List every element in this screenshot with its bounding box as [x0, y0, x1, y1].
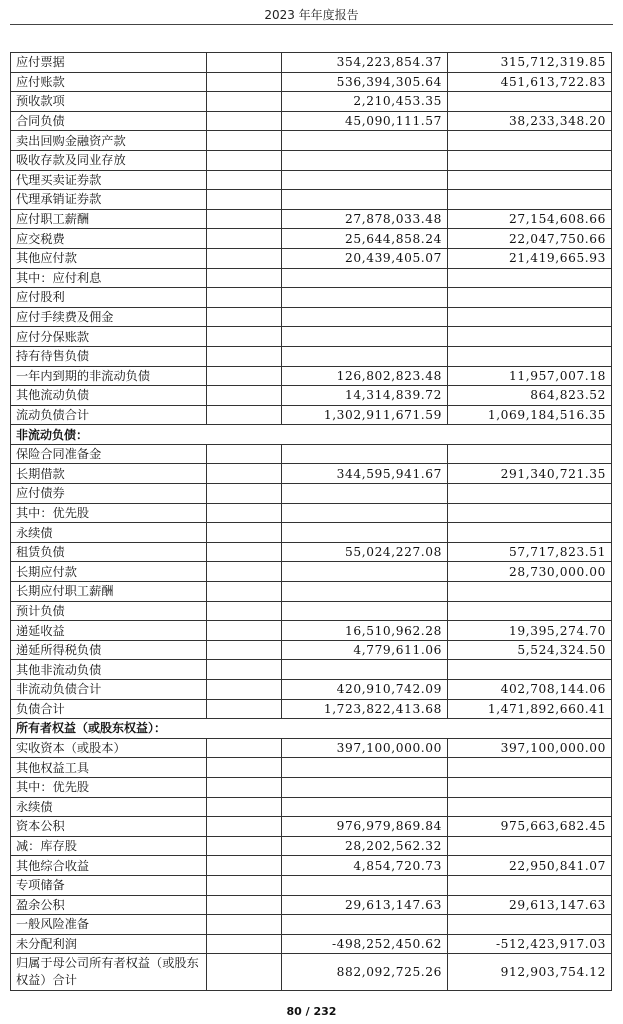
prior-period-value: -512,423,917.03 — [448, 934, 612, 954]
table-row — [11, 53, 612, 73]
prior-period-value: 38,233,348.20 — [448, 111, 612, 131]
note-cell — [207, 72, 282, 92]
table-row — [11, 758, 612, 778]
row-label: 其他非流动负债 — [11, 660, 207, 680]
note-cell — [207, 836, 282, 856]
current-period-value: -498,252,450.62 — [282, 934, 448, 954]
prior-period-value — [448, 777, 612, 797]
section-heading: 所有者权益（或股东权益）： — [11, 719, 612, 739]
note-cell — [207, 346, 282, 366]
row-label: 归属于母公司所有者权益（或股东权益）合计 — [11, 954, 207, 991]
current-period-value — [282, 288, 448, 308]
note-cell — [207, 523, 282, 543]
current-period-value: 4,854,720.73 — [282, 856, 448, 876]
row-label: 其他权益工具 — [11, 758, 207, 778]
row-label: 减：库存股 — [11, 836, 207, 856]
prior-period-value — [448, 327, 612, 347]
current-period-value: 4,779,611.06 — [282, 640, 448, 660]
note-cell — [207, 934, 282, 954]
row-label: 应交税费 — [11, 229, 207, 249]
current-period-value — [282, 444, 448, 464]
prior-period-value: 21,419,665.93 — [448, 248, 612, 268]
table-row — [11, 875, 612, 895]
prior-period-value — [448, 444, 612, 464]
row-label: 代理买卖证券款 — [11, 170, 207, 190]
note-cell — [207, 131, 282, 151]
prior-period-value: 397,100,000.00 — [448, 738, 612, 758]
current-period-value — [282, 503, 448, 523]
current-period-value: 976,979,869.84 — [282, 817, 448, 837]
note-cell — [207, 444, 282, 464]
note-cell — [207, 895, 282, 915]
note-cell — [207, 680, 282, 700]
note-cell — [207, 307, 282, 327]
row-label: 预收款项 — [11, 92, 207, 112]
note-cell — [207, 405, 282, 425]
table-row — [11, 777, 612, 797]
row-label: 一般风险准备 — [11, 915, 207, 935]
table-row — [11, 915, 612, 935]
row-label: 专项储备 — [11, 875, 207, 895]
note-cell — [207, 640, 282, 660]
note-cell — [207, 209, 282, 229]
note-cell — [207, 621, 282, 641]
row-label: 长期借款 — [11, 464, 207, 484]
current-period-value — [282, 346, 448, 366]
note-cell — [207, 582, 282, 602]
table-row — [11, 856, 612, 876]
prior-period-value: 912,903,754.12 — [448, 954, 612, 991]
row-label: 永续债 — [11, 797, 207, 817]
table-row — [11, 895, 612, 915]
row-label: 应付股利 — [11, 288, 207, 308]
row-label: 应付账款 — [11, 72, 207, 92]
note-cell — [207, 503, 282, 523]
note-cell — [207, 601, 282, 621]
note-cell — [207, 484, 282, 504]
current-period-value: 126,802,823.48 — [282, 366, 448, 386]
note-cell — [207, 386, 282, 406]
row-label: 一年内到期的非流动负债 — [11, 366, 207, 386]
section-heading: 非流动负债： — [11, 425, 612, 445]
current-period-value — [282, 915, 448, 935]
current-period-value: 1,723,822,413.68 — [282, 699, 448, 719]
prior-period-value — [448, 601, 612, 621]
table-row — [11, 680, 612, 700]
row-label: 非流动负债合计 — [11, 680, 207, 700]
table-row — [11, 288, 612, 308]
prior-period-value: 402,708,144.06 — [448, 680, 612, 700]
table-row — [11, 660, 612, 680]
row-label: 递延收益 — [11, 621, 207, 641]
note-cell — [207, 542, 282, 562]
prior-period-value: 1,471,892,660.41 — [448, 699, 612, 719]
current-period-value: 45,090,111.57 — [282, 111, 448, 131]
current-period-value: 420,910,742.09 — [282, 680, 448, 700]
note-cell — [207, 777, 282, 797]
note-cell — [207, 327, 282, 347]
prior-period-value: 1,069,184,516.35 — [448, 405, 612, 425]
current-period-value: 2,210,453.35 — [282, 92, 448, 112]
prior-period-value — [448, 875, 612, 895]
row-label: 保险合同准备金 — [11, 444, 207, 464]
prior-period-value — [448, 503, 612, 523]
current-period-value — [282, 131, 448, 151]
prior-period-value — [448, 190, 612, 210]
prior-period-value: 5,524,324.50 — [448, 640, 612, 660]
row-label: 未分配利润 — [11, 934, 207, 954]
prior-period-value: 29,613,147.63 — [448, 895, 612, 915]
table-row — [11, 366, 612, 386]
prior-period-value — [448, 836, 612, 856]
note-cell — [207, 915, 282, 935]
current-period-value — [282, 777, 448, 797]
table-row — [11, 719, 612, 739]
note-cell — [207, 797, 282, 817]
prior-period-value: 57,717,823.51 — [448, 542, 612, 562]
prior-period-value: 22,047,750.66 — [448, 229, 612, 249]
row-label: 其他应付款 — [11, 248, 207, 268]
current-period-value — [282, 170, 448, 190]
current-period-value — [282, 268, 448, 288]
prior-period-value — [448, 307, 612, 327]
table-row — [11, 327, 612, 347]
current-period-value — [282, 758, 448, 778]
row-label: 其中：应付利息 — [11, 268, 207, 288]
current-period-value: 536,394,305.64 — [282, 72, 448, 92]
prior-period-value — [448, 660, 612, 680]
note-cell — [207, 229, 282, 249]
prior-period-value — [448, 268, 612, 288]
table-row — [11, 954, 612, 991]
table-row — [11, 170, 612, 190]
note-cell — [207, 856, 282, 876]
table-row — [11, 444, 612, 464]
prior-period-value — [448, 150, 612, 170]
prior-period-value: 27,154,608.66 — [448, 209, 612, 229]
table-row — [11, 425, 612, 445]
note-cell — [207, 562, 282, 582]
current-period-value — [282, 327, 448, 347]
prior-period-value: 975,663,682.45 — [448, 817, 612, 837]
row-label: 租赁负债 — [11, 542, 207, 562]
row-label: 吸收存款及同业存放 — [11, 150, 207, 170]
table-row — [11, 601, 612, 621]
table-row — [11, 503, 612, 523]
row-label: 应付职工薪酬 — [11, 209, 207, 229]
row-label: 资本公积 — [11, 817, 207, 837]
current-period-value: 882,092,725.26 — [282, 954, 448, 991]
note-cell — [207, 464, 282, 484]
prior-period-value — [448, 758, 612, 778]
note-cell — [207, 288, 282, 308]
table-row — [11, 150, 612, 170]
table-row — [11, 386, 612, 406]
table-row — [11, 699, 612, 719]
row-label: 其中：优先股 — [11, 777, 207, 797]
table-row — [11, 229, 612, 249]
table-row — [11, 405, 612, 425]
current-period-value: 344,595,941.67 — [282, 464, 448, 484]
current-period-value: 16,510,962.28 — [282, 621, 448, 641]
table-row — [11, 190, 612, 210]
table-row — [11, 817, 612, 837]
current-period-value — [282, 190, 448, 210]
table-row — [11, 484, 612, 504]
row-label: 其他综合收益 — [11, 856, 207, 876]
table-row — [11, 92, 612, 112]
current-period-value: 397,100,000.00 — [282, 738, 448, 758]
current-period-value: 28,202,562.32 — [282, 836, 448, 856]
prior-period-value: 864,823.52 — [448, 386, 612, 406]
note-cell — [207, 190, 282, 210]
row-label: 应付票据 — [11, 53, 207, 73]
table-row — [11, 562, 612, 582]
current-period-value: 27,878,033.48 — [282, 209, 448, 229]
table-row — [11, 523, 612, 543]
row-label: 其他流动负债 — [11, 386, 207, 406]
note-cell — [207, 875, 282, 895]
note-cell — [207, 817, 282, 837]
current-period-value: 55,024,227.08 — [282, 542, 448, 562]
table-row — [11, 346, 612, 366]
prior-period-value — [448, 131, 612, 151]
row-label: 预计负债 — [11, 601, 207, 621]
prior-period-value — [448, 523, 612, 543]
note-cell — [207, 92, 282, 112]
row-label: 代理承销证券款 — [11, 190, 207, 210]
table-row — [11, 464, 612, 484]
note-cell — [207, 248, 282, 268]
prior-period-value — [448, 915, 612, 935]
table-row — [11, 797, 612, 817]
current-period-value: 20,439,405.07 — [282, 248, 448, 268]
table-row — [11, 131, 612, 151]
row-label: 流动负债合计 — [11, 405, 207, 425]
prior-period-value — [448, 346, 612, 366]
note-cell — [207, 699, 282, 719]
prior-period-value: 19,395,274.70 — [448, 621, 612, 641]
note-cell — [207, 758, 282, 778]
table-row — [11, 268, 612, 288]
row-label: 应付手续费及佣金 — [11, 307, 207, 327]
current-period-value — [282, 601, 448, 621]
prior-period-value: 291,340,721.35 — [448, 464, 612, 484]
table-row — [11, 542, 612, 562]
current-period-value — [282, 582, 448, 602]
report-header-title: 2023 年年度报告 — [264, 8, 359, 22]
prior-period-value — [448, 92, 612, 112]
current-period-value: 29,613,147.63 — [282, 895, 448, 915]
current-period-value — [282, 797, 448, 817]
prior-period-value: 22,950,841.07 — [448, 856, 612, 876]
balance-sheet-body — [11, 53, 612, 991]
table-row — [11, 640, 612, 660]
table-row — [11, 209, 612, 229]
note-cell — [207, 954, 282, 991]
note-cell — [207, 53, 282, 73]
prior-period-value — [448, 484, 612, 504]
row-label: 长期应付款 — [11, 562, 207, 582]
current-period-value — [282, 875, 448, 895]
prior-period-value: 28,730,000.00 — [448, 562, 612, 582]
table-row — [11, 111, 612, 131]
table-row — [11, 582, 612, 602]
current-period-value — [282, 307, 448, 327]
prior-period-value: 315,712,319.85 — [448, 53, 612, 73]
current-period-value — [282, 660, 448, 680]
row-label: 长期应付职工薪酬 — [11, 582, 207, 602]
table-row — [11, 836, 612, 856]
table-row — [11, 248, 612, 268]
row-label: 盈余公积 — [11, 895, 207, 915]
table-row — [11, 72, 612, 92]
row-label: 持有待售负债 — [11, 346, 207, 366]
table-row — [11, 621, 612, 641]
table-row — [11, 738, 612, 758]
row-label: 应付债券 — [11, 484, 207, 504]
row-label: 卖出回购金融资产款 — [11, 131, 207, 151]
prior-period-value — [448, 582, 612, 602]
note-cell — [207, 660, 282, 680]
table-row — [11, 934, 612, 954]
prior-period-value — [448, 797, 612, 817]
current-period-value: 25,644,858.24 — [282, 229, 448, 249]
prior-period-value — [448, 170, 612, 190]
row-label: 实收资本（或股本） — [11, 738, 207, 758]
prior-period-value: 451,613,722.83 — [448, 72, 612, 92]
current-period-value: 354,223,854.37 — [282, 53, 448, 73]
row-label: 合同负债 — [11, 111, 207, 131]
note-cell — [207, 738, 282, 758]
note-cell — [207, 111, 282, 131]
header-divider — [10, 24, 613, 25]
current-period-value: 1,302,911,671.59 — [282, 405, 448, 425]
row-label: 其中：优先股 — [11, 503, 207, 523]
prior-period-value: 11,957,007.18 — [448, 366, 612, 386]
row-label: 递延所得税负债 — [11, 640, 207, 660]
page-number: 80 / 232 — [286, 1005, 337, 1018]
current-period-value: 14,314,839.72 — [282, 386, 448, 406]
current-period-value — [282, 484, 448, 504]
note-cell — [207, 150, 282, 170]
balance-sheet-table — [10, 52, 612, 991]
row-label: 负债合计 — [11, 699, 207, 719]
current-period-value — [282, 523, 448, 543]
prior-period-value — [448, 288, 612, 308]
current-period-value — [282, 562, 448, 582]
table-row — [11, 307, 612, 327]
note-cell — [207, 366, 282, 386]
note-cell — [207, 170, 282, 190]
note-cell — [207, 268, 282, 288]
row-label: 永续债 — [11, 523, 207, 543]
row-label: 应付分保账款 — [11, 327, 207, 347]
current-period-value — [282, 150, 448, 170]
